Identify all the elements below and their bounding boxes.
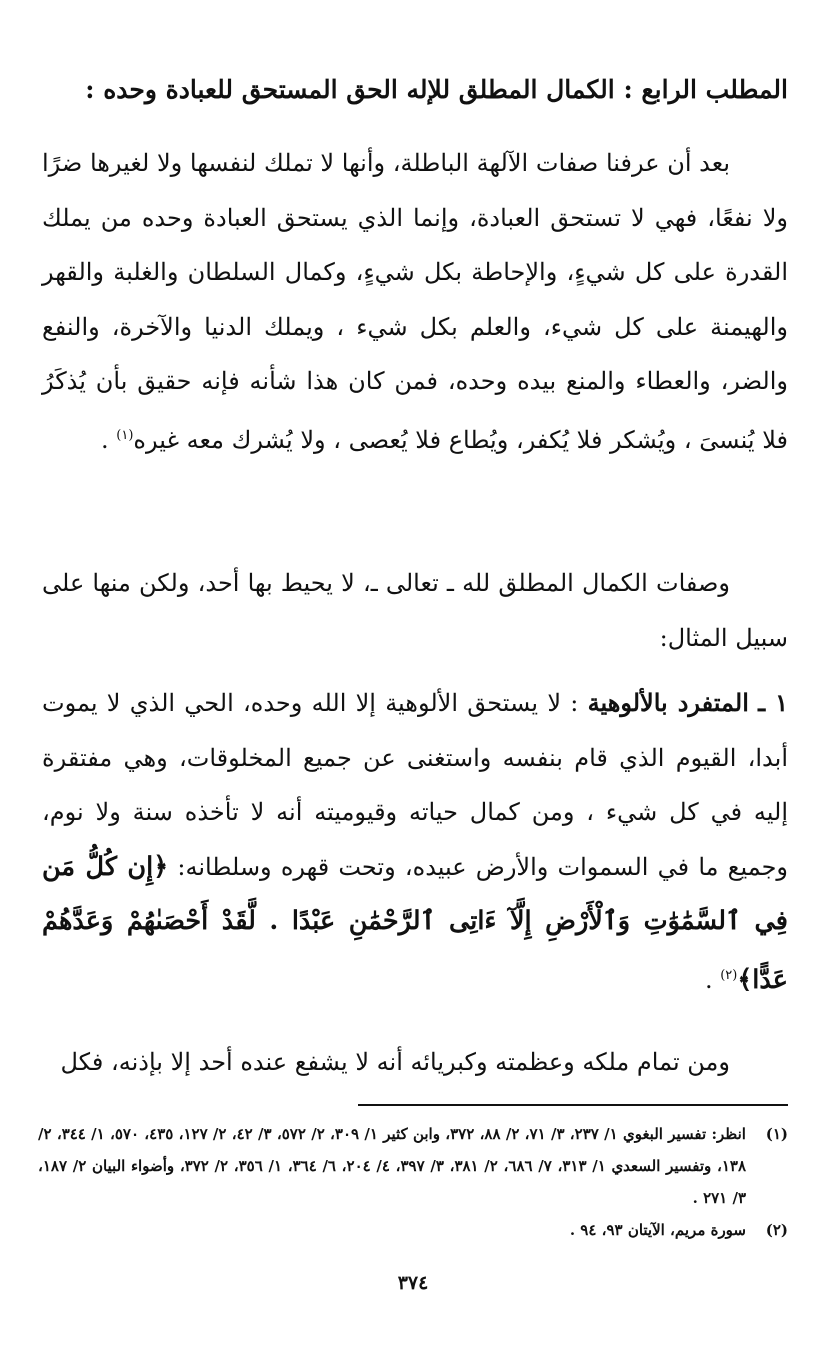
paragraph-attributes: وصفات الكمال المطلق لله ـ تعالى ـ، لا يحيط بها أحد، ولكن منها على سبيل المثال: — [42, 569, 788, 652]
section-heading: المطلب الرابع : الكمال المطلق للإله الحق المستحق للعبادة وحده : — [85, 75, 788, 104]
footnote-divider — [358, 1104, 788, 1106]
paragraph-intercession: ومن تمام ملكه وعظمته وكبريائه أنه لا يشفع عنده أحد إلا بإذنه، فكل — [60, 1048, 730, 1076]
quran-verse: ﴿إِن كُلُّ مَن فِي ٱلسَّمَٰوَٰتِ وَٱلْأَرْضِ إِلَّآ ءَاتِى ٱلرَّحْمَٰنِ عَبْدًا . لَّقَدْ أَحْصَىٰهُمْ وَعَدَّهُمْ عَدًّا﴾ — [42, 851, 788, 995]
page-number: ٣٧٤ — [397, 1272, 429, 1294]
paragraph-intro — [42, 136, 788, 467]
paragraph-intro-end: . — [101, 425, 117, 454]
footnote-number: (١) — [765, 1125, 788, 1143]
list-item-text: : لا يستحق الألوهية إلا الله وحده، الحي الذي لا يموت أبدا، القيوم الذي قام بنفسه واستغنى عن جميع المخلوقات، وهي مفتقرة إليه في كل شيء ، ومن كمال حياته وقيوميته أنه لا تأخذه سنة ولا نوم، وجميع ما في السموات والأرض عبيده، وتحت قهره وسلطانه: — [42, 689, 788, 881]
footnote-text: سورة مريم، الآيتان ٩٣، ٩٤ . — [569, 1221, 746, 1239]
paragraph-intro-text: بعد أن عرفنا صفات الآلهة الباطلة، وأنها لا تملك لنفسها ولا لغيرها ضرًا ولا نفعًا، فهي لا تستحق العبادة، وإنما الذي يستحق العبادة وحده من يملك القدرة على كل شيءٍ، والإحاطة بكل شيءٍ، وكمال السلطان والغلبة والقهر والهيمنة على كل شيء، والعلم بكل شيء ، ويملك الدنيا والآخرة، والنفع والضر، والعطاء والمنع بيده وحده، فمن كان هذا شأنه فإنه حقيق بأن يُذكَرُ فلا يُنسىَ ، ويُشكر فلا يُكفر، ويُطاع فلا يُعصى ، ولا يُشرك معه غيره — [42, 149, 789, 454]
footnote-ref-1: (١) — [116, 427, 134, 443]
footnotes — [38, 1118, 788, 1246]
footnote-ref-2: (٢) — [720, 967, 738, 983]
footnote-number: (٢) — [765, 1221, 788, 1239]
list-item-end: . — [704, 965, 721, 994]
list-item-1 — [42, 676, 788, 1007]
footnote-text: انظر: تفسير البغوي ١/ ٢٣٧، ٣/ ٧١، ٢/ ٨٨، ٣٧٢، وابن كثير ١/ ٣٠٩، ٢/ ٥٧٢، ٣/ ٤٢، ٢/ ١٢٧، ٤٣٥، ٥٧٠، ١/ ٣٤٤، ٢/ ١٣٨، وتفسير السعدي ١/ ٣١٣، ٧/ ٦٨٦، ٢/ ٣٨١، ٣/ ٣٩٧، ٤/ ٢٠٤، ٦/ ٣٦٤، ١/ ٣٥٦، ٢/ ٣٧٢، وأضواء البيان ٢/ ١٨٧، ٣/ ٢٧١ . — [38, 1125, 746, 1207]
list-item-term: المتفرد بالألوهية — [587, 688, 749, 717]
footnote-2 — [38, 1214, 788, 1246]
list-item-number: ١ ـ — [758, 688, 788, 717]
footnote-1 — [38, 1118, 788, 1214]
